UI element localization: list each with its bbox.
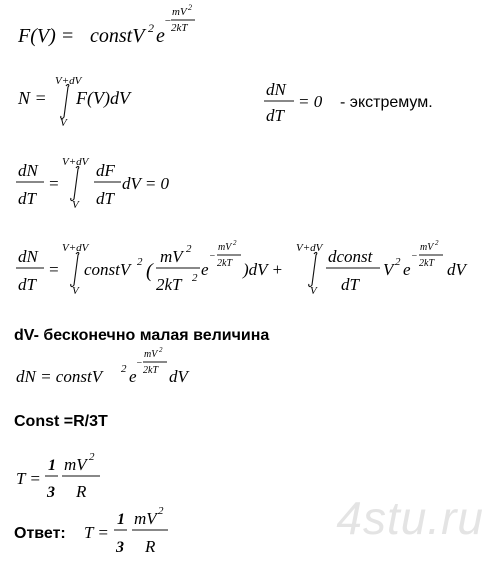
eq3-rhs: = 0: [298, 92, 323, 111]
eq7-one: 1: [48, 457, 56, 474]
eq4-inner-num: dF: [96, 161, 115, 180]
eq6-lhs: dN = constV: [16, 367, 103, 386]
eq7-den: R: [76, 482, 87, 501]
eq1-exp-num-sq: 2: [188, 3, 192, 12]
eq5-int1-upper: V+dV: [62, 242, 89, 254]
eq6-exp-den: 2kT: [143, 365, 158, 376]
eq3-num: dN: [266, 80, 286, 99]
eq5-frac-den-sq: 2: [192, 272, 198, 284]
eq2-int-lower: V: [60, 117, 67, 129]
equation-expanded-derivative: [16, 239, 469, 297]
eq5-v2: V: [383, 260, 394, 279]
eq5-den: dT: [18, 275, 36, 294]
eq1-exp-minus: −: [164, 15, 172, 27]
eq6-exp-minus: −: [136, 358, 143, 369]
eq5-frac-num: mV: [160, 247, 183, 266]
eq3-den: dT: [266, 106, 284, 125]
eq4-int-lower: V: [72, 199, 79, 211]
answer-num-sq: 2: [158, 505, 164, 517]
eq2-integral-sign: [61, 84, 69, 118]
eq4-num: dN: [18, 161, 38, 180]
const-line: Const =R/3T: [14, 413, 108, 430]
eq5-integral2-sign: [309, 252, 317, 286]
equation-maxwell-distribution: [17, 3, 195, 47]
equation-extremum: [264, 80, 433, 125]
eq2-lhs: N =: [18, 88, 47, 108]
eq2-int-upper: V+dV: [55, 75, 82, 87]
eq5-frac2-den: dT: [341, 275, 359, 294]
eq4-inner-den: dT: [96, 189, 114, 208]
eq5-const-v-sq: 2: [137, 256, 143, 268]
eq5-exp1-minus: −: [209, 251, 216, 262]
eq5-int2-upper: V+dV: [296, 242, 323, 254]
eq6-e: e: [129, 367, 137, 386]
eq7-lhs: T =: [16, 469, 41, 488]
answer-label: Ответ:: [14, 525, 66, 542]
eq6-tail: dV: [169, 367, 188, 386]
eq5-eq: =: [48, 260, 60, 279]
answer-den: R: [145, 537, 156, 556]
answer-lhs: T =: [84, 523, 109, 542]
eq5-frac-den: 2kT: [156, 275, 182, 294]
answer-num: mV: [134, 509, 157, 528]
eq5-exp2-num: mV: [420, 242, 434, 253]
answer-line: [14, 505, 168, 556]
eq5-frac-num-sq: 2: [186, 243, 192, 255]
eq5-exp2-minus: −: [411, 251, 418, 262]
eq5-exp2-num-sq: 2: [435, 239, 439, 247]
eq5-exp2-den: 2kT: [419, 258, 434, 269]
note-dv-infinitesimal: dV- бесконечно малая величина: [14, 327, 270, 344]
eq5-paren-open: (: [146, 260, 153, 282]
eq1-square: 2: [148, 21, 154, 35]
eq5-frac2-num: dconst: [328, 247, 373, 266]
eq5-exp1-den: 2kT: [217, 258, 232, 269]
answer-one: 1: [117, 511, 125, 528]
eq5-num: dN: [18, 247, 38, 266]
eq4-eq: =: [48, 174, 60, 193]
eq4-int-upper: V+dV: [62, 156, 89, 168]
eq5-paren-close-dv: )dV +: [243, 260, 283, 279]
eq4-integral-sign: [71, 166, 79, 200]
eq1-lhs: F(V) =: [18, 25, 75, 47]
eq6-exp-num-sq: 2: [159, 346, 163, 354]
eq7-three: 3: [47, 484, 55, 501]
eq5-v2-sq: 2: [395, 256, 401, 268]
equation-dn-dt-integral: [16, 156, 170, 211]
eq7-num-sq: 2: [89, 451, 95, 463]
eq5-exp1-num-sq: 2: [233, 239, 237, 247]
eq1-exp-num: mV: [172, 6, 187, 18]
watermark: 4stu.ru: [336, 492, 484, 544]
eq2-integrand: F(V)dV: [76, 88, 130, 108]
eq5-int1-lower: V: [72, 285, 79, 297]
eq6-sq: 2: [121, 363, 127, 375]
eq6-exp-num: mV: [144, 349, 158, 360]
eq5-integral1-sign: [71, 252, 79, 286]
eq5-exp1-num: mV: [218, 242, 232, 253]
eq5-dv-end: dV: [447, 260, 466, 279]
eq5-e2: e: [403, 260, 411, 279]
equation-n-integral: [17, 75, 132, 129]
eq4-den: dT: [18, 189, 36, 208]
eq1-exp-den: 2kT: [171, 22, 188, 34]
eq5-int2-lower: V: [310, 285, 317, 297]
eq7-num: mV: [64, 455, 87, 474]
eq1-body: constV: [90, 25, 145, 47]
eq3-note: - экстремум.: [340, 94, 433, 111]
eq5-e1: e: [201, 260, 209, 279]
eq5-const-v: constV: [84, 260, 131, 279]
answer-three: 3: [116, 539, 124, 556]
equation-dn-expression: [16, 346, 191, 386]
eq4-tail: dV = 0: [122, 174, 170, 193]
eq1-e: e: [156, 25, 165, 47]
equation-temperature: [16, 451, 100, 501]
